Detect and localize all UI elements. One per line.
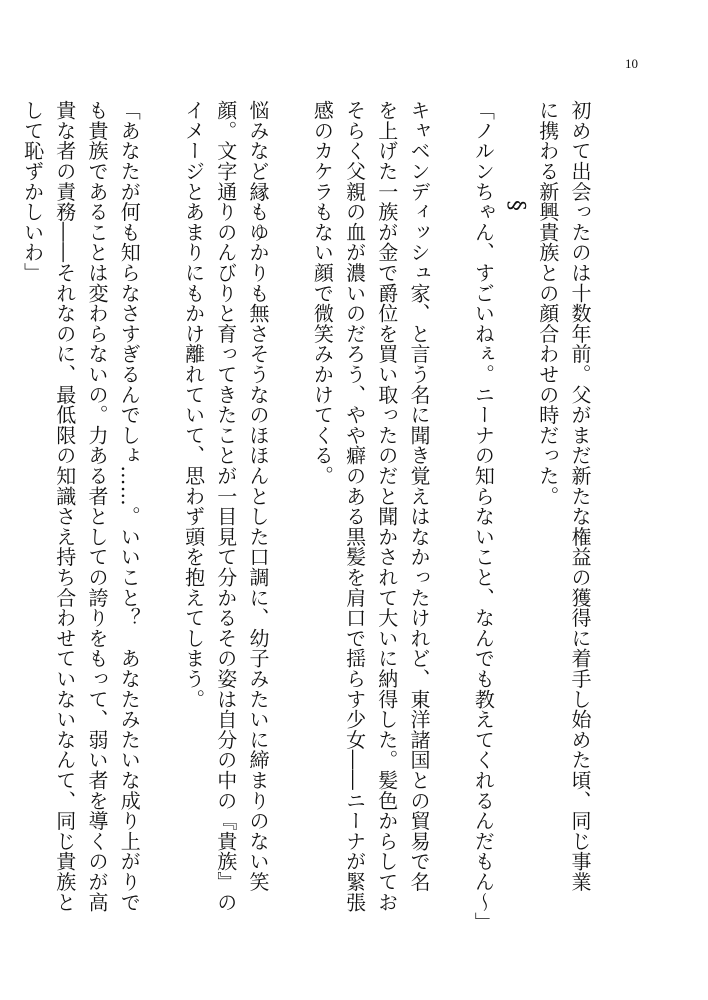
- text-line: イメージとあまりにもかけ離れていて、思わず頭を抱えてしまう。: [181, 100, 206, 709]
- text-line: 初めて出会ったのは十数年前。父がまだ新たな権益の獲得に着手し始めた頃、同じ事業: [568, 100, 592, 892]
- paragraph-gap: [274, 100, 306, 930]
- text-line: 貴な者の責務――それなのに、最低限の知識さえ持ち合わせていないなんて、同じ貴族と: [52, 100, 77, 912]
- text-line: 悩みなど縁もゆかりも無さそうなのほほんとした口調に、幼子みたいに締まりのない笑: [246, 100, 270, 892]
- text-line: キャベンディッシュ家、と言う名に聞き覚えはなかったけれど、東洋諸国との貿易で名: [407, 100, 431, 892]
- paragraph-gap: [145, 100, 177, 930]
- text-line: も貴族であることは変わらないの。力ある者としての誇りをもって、弱い者を導くのが高: [85, 100, 109, 912]
- text-line: 顔。文字通りのんびりと育ってきたことが一目見て分かるその姿は自分の中の『貴族』の: [213, 100, 238, 912]
- page-number: 10: [625, 56, 638, 71]
- vertical-text-block: [16, 100, 596, 933]
- text-line: 「ノルンちゃん、すごいねぇ。ニーナの知らないこと、なんでも教えてくれるんだもん～」: [471, 100, 496, 933]
- text-line: 感のカケラもない顔で微笑みかけてくる。: [310, 100, 335, 486]
- text-line: して恥ずかしいわ」: [20, 100, 45, 283]
- paragraph-gap: [435, 100, 467, 930]
- text-line: を上げた一族が金で爵位を買い取ったのだと聞かされて大いに納得した。髪色からしてお: [374, 100, 399, 912]
- section-mark: §: [503, 200, 529, 212]
- text-line: 「あなたが何も知らなさすぎるんでしょ……。いいこと？ あなたみたいな成り上がりで: [117, 100, 142, 912]
- text-line: そらく父親の血が濃いのだろう、やや癖のある黒髪を肩口で揺らす少女――ニーナが緊張: [342, 100, 367, 912]
- text-line: に携わる新興貴族との顔合わせの時だった。: [535, 100, 560, 506]
